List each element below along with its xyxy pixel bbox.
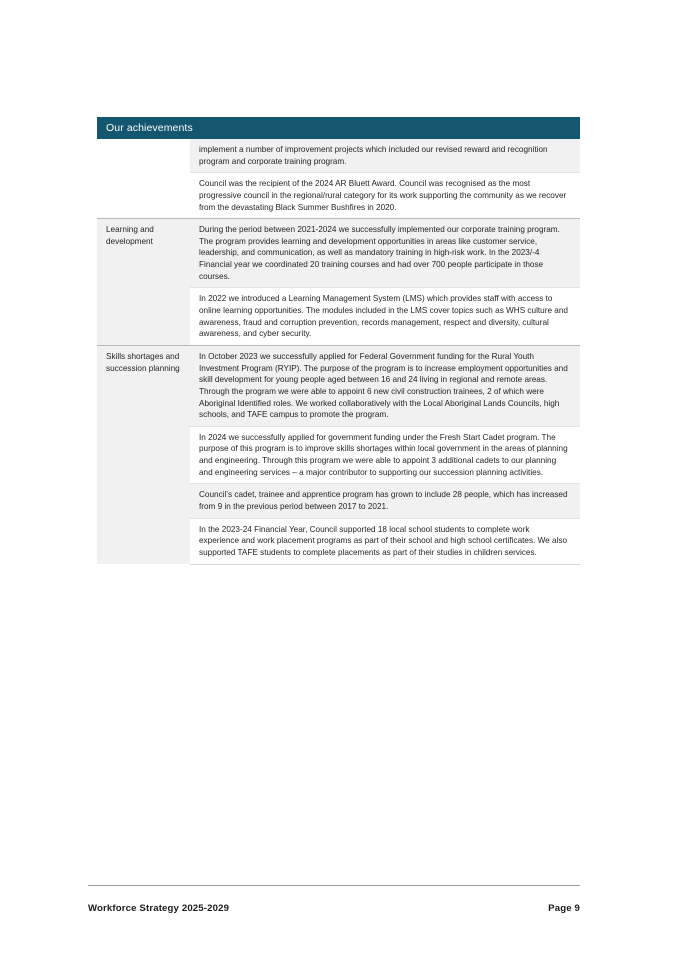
achievement-cell xyxy=(190,518,580,564)
achievement-text: During the period between 2021-2024 we successfully implemented our corporate training program. The program provides learning and development opportunities in areas like customer service, leadership, and communication, as well as mandatory training in high-risk work. In the 2023/-4 Financial year we coordinated 20 training courses and had over 700 people participate in those courses. xyxy=(199,225,560,281)
page-footer xyxy=(88,903,580,914)
achievement-cell xyxy=(190,484,580,518)
achievement-cell xyxy=(190,173,580,219)
row-category-label: Learning and development xyxy=(97,219,190,346)
table-header-bar xyxy=(97,117,580,139)
table-row xyxy=(97,139,580,173)
achievement-text: In the 2023-24 Financial Year, Council supported 18 local school students to complete work experience and work placement programs as part of their school and high school certificates. We also supported TAFE students to complete placements as part of their studies in children services. xyxy=(199,524,568,557)
achievement-cell xyxy=(190,426,580,484)
achievement-cell xyxy=(190,139,580,173)
achievement-text: In October 2023 we successfully applied for Federal Government funding for the Rural Youth Investment Program (RYIP). The purpose of the program is to increase employment opportunities and skill development for young people aged between 16 and 24 living in regional and remote areas. Through the program we were able to appoint 6 new civil construction trainees, 2 of which were Aboriginal Identified roles. We worked collaboratively with the Local Aboriginal Lands Councils, high schools, and TAFE campus to promote the program. xyxy=(199,351,568,420)
achievement-text: In 2024 we successfully applied for government funding under the Fresh Start Cadet program. The purpose of this program is to improve skills shortages within local government in the areas of planning and engineering. Through this program we were able to appoint 3 additional cadets to our planning and engineering services – a major contributor to supporting our succession planning activities. xyxy=(199,432,568,477)
footer-page-number: Page 9 xyxy=(548,903,580,914)
achievements-table-body xyxy=(97,139,580,565)
achievement-text: Council’s cadet, trainee and apprentice program has grown to include 28 people, which has increased from 9 in the previous period between 2017 to 2021. xyxy=(199,490,568,512)
achievement-text: In 2022 we introduced a Learning Management System (LMS) which provides staff with access to online learning opportunities. The modules included in the LMS cover topics such as WHS culture and awareness, fraud and corruption prevention, records management, respect and diversity, cultural awareness, and cyber security. xyxy=(199,294,568,339)
row-category-label: Skills shortages and succession planning xyxy=(97,345,190,564)
table-row xyxy=(97,345,580,426)
achievement-text: Council was the recipient of the 2024 AR Bluett Award. Council was recognised as the most progressive council in the regional/rural category for its work supporting the community as we recover from the devastating Black Summer Bushfires in 2020. xyxy=(199,179,567,212)
table-header-label: Our achievements xyxy=(106,121,193,134)
achievement-cell xyxy=(190,288,580,346)
achievement-text: implement a number of improvement projects which included our revised reward and recognition program and corporate training program. xyxy=(199,145,548,166)
achievements-table xyxy=(97,117,580,565)
table-row xyxy=(97,219,580,288)
row-category-label xyxy=(97,139,190,219)
achievement-cell xyxy=(190,219,580,288)
achievement-cell xyxy=(190,345,580,426)
footer-document-title: Workforce Strategy 2025-2029 xyxy=(88,903,230,914)
footer-divider xyxy=(88,885,580,886)
